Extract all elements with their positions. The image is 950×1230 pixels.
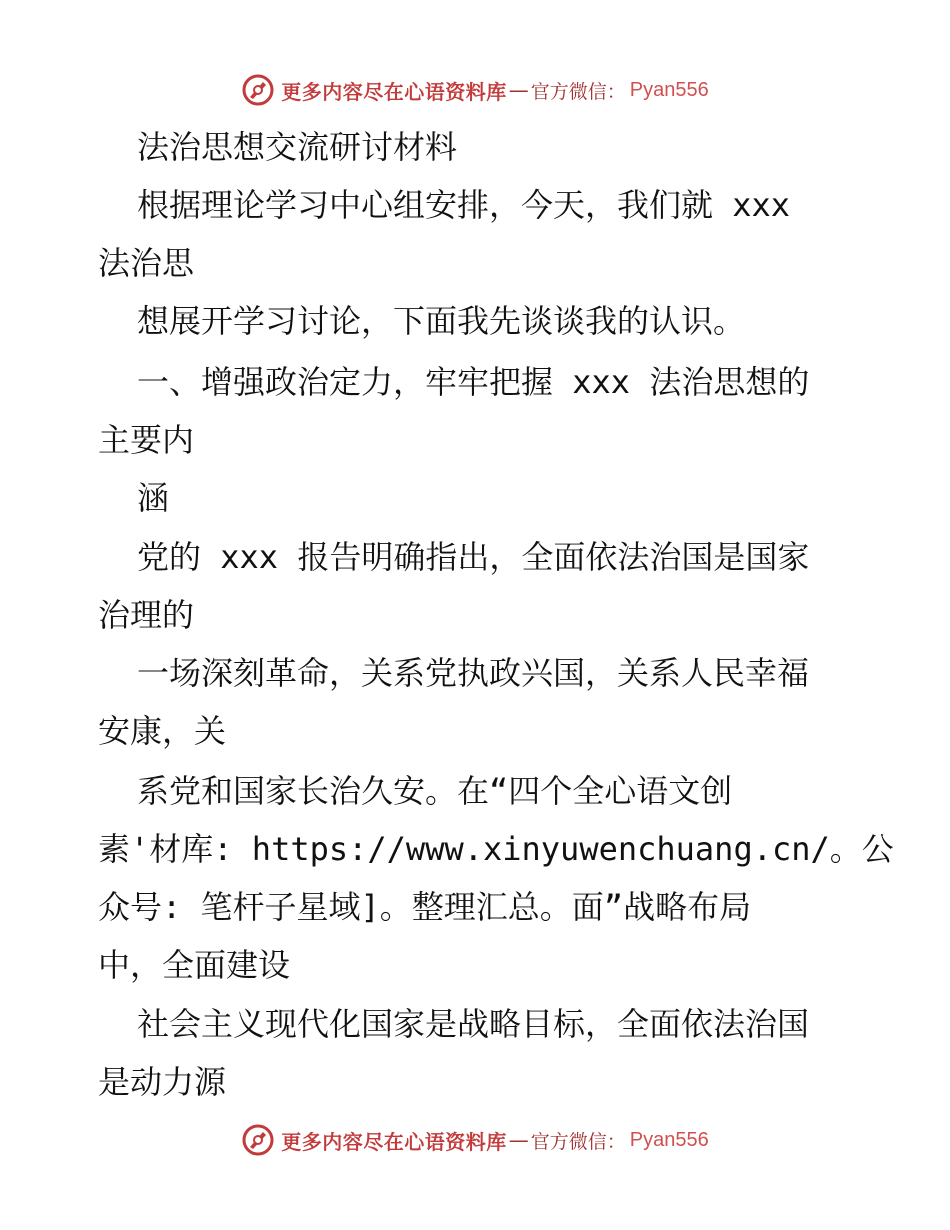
footer-banner [0, 1120, 950, 1160]
body-line: 众号: 笔杆子星域]。整理汇总。面”战略布局 [98, 888, 752, 926]
banner-main-text: 更多内容尽在心语资料库 [281, 1129, 507, 1154]
banner-wechat-id: Pyan556 [629, 1128, 709, 1151]
header-banner [0, 70, 950, 110]
banner-separator: — [508, 78, 529, 102]
body-line: 党的 xxx 报告明确指出，全面依法治国是国家 [137, 538, 810, 576]
body-line: 系党和国家长治久安。在“四个全心语文创 [137, 772, 733, 810]
banner-wechat-label: 官方微信： [530, 1130, 626, 1153]
body-line: 想展开学习讨论，下面我先谈谈我的认识。 [137, 302, 746, 340]
body-line: 法治思 [98, 244, 195, 282]
logo-icon [241, 1123, 275, 1157]
banner-separator: — [508, 1128, 529, 1152]
banner-wechat-label: 官方微信： [530, 80, 626, 103]
banner-wechat-id: Pyan556 [629, 78, 709, 101]
body-line: 根据理论学习中心组安排，今天，我们就 xxx [137, 186, 791, 224]
doc-title: 法治思想交流研讨材料 [137, 128, 458, 166]
banner-main-text: 更多内容尽在心语资料库 [281, 79, 507, 104]
body-line: 社会主义现代化国家是战略目标，全面依法治国 [137, 1005, 810, 1043]
body-line: 是动力源 [98, 1063, 227, 1101]
body-line: 治理的 [98, 596, 195, 634]
body-line: 安康，关 [98, 712, 227, 750]
section-heading-cont: 涵 [137, 479, 170, 517]
section-heading-cont: 主要内 [98, 421, 195, 459]
body-line: 中，全面建设 [98, 946, 291, 984]
section-heading: 一、增强政治定力，牢牢把握 xxx 法治思想的 [137, 363, 810, 401]
logo-icon [241, 73, 275, 107]
body-line: 一场深刻革命，关系党执政兴国，关系人民幸福 [137, 654, 810, 692]
body-line: 素'材库: https://www.xinyuwenchuang.cn/。公 [98, 830, 894, 868]
